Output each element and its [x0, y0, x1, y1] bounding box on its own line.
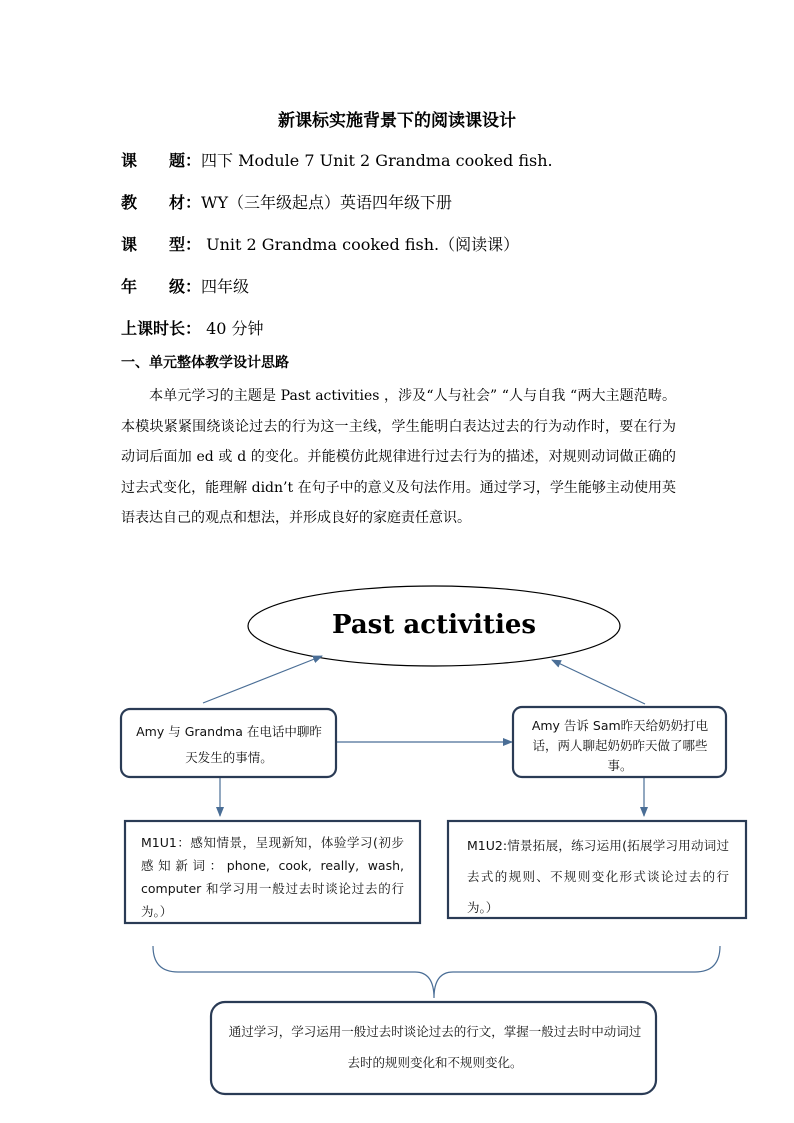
paragraph-text: 本单元学习的主题是 Past activities ，涉及“人与社会” “人与自我 “两大主题范畴。本模块紧紧围绕谈论过去的行为这一主线，学生能明白表达过去的行为动作时，要在行为动词后面加 ed 或 d 的变化。并能模仿此规律进行过去行为的描述，对规则动词做正确的过去式变化，能理解 didn’t 在句子中的意义及句法作用。通过学习，学生能够主动使用英语表达自己的观点和想法，并形成良好的家庭责任意识。 [121, 388, 676, 526]
arrow-left-to-center [203, 656, 322, 703]
meta-value: 四年级 [201, 277, 250, 296]
meta-value: 40 分钟 [201, 319, 264, 338]
center-label: Past activities [331, 610, 536, 640]
summary-box-text: 通过学习，学习运用一般过去时谈论过去的行文，掌握一般过去时中动词过去时的规则变化和不规则变化。 [228, 1024, 642, 1070]
meta-key: 课 型： [121, 235, 202, 254]
right-bottom-box-text: M1U2:情景拓展，练习运用(拓展学习用动词过去式的规则、不规则变化形式谈论过去的行为。） [467, 838, 729, 915]
page-title: 新课标实施背景下的阅读课设计 [278, 111, 516, 131]
meta-key: 教 材： [121, 193, 202, 212]
arrow-right-to-center [552, 660, 645, 704]
bottom-brace [153, 946, 720, 998]
meta-value: 四下 Module 7 Unit 2 Grandma cooked fish. [201, 151, 553, 170]
meta-value: WY（三年级起点）英语四年级下册 [201, 193, 453, 212]
left-top-box-text: Amy 与 Grandma 在电话中聊昨天发生的事情。 [136, 724, 322, 765]
left-bottom-box-text: M1U1：感知情景，呈现新知，体验学习(初步感知新词：phone, cook, really, wash, computer 和学习用一般过去时谈论过去的行为。） [141, 835, 404, 919]
section-title: 一、单元整体教学设计思路 [121, 355, 289, 371]
meta-key: 上课时长： [121, 319, 202, 338]
meta-value: Unit 2 Grandma cooked fish.（阅读课） [201, 235, 520, 254]
meta-key: 课 题： [121, 151, 202, 170]
right-top-box-text: Amy 告诉 Sam昨天给奶奶打电话，两人聊起奶奶昨天做了哪些事。 [531, 718, 709, 773]
meta-key: 年 级： [121, 277, 202, 296]
